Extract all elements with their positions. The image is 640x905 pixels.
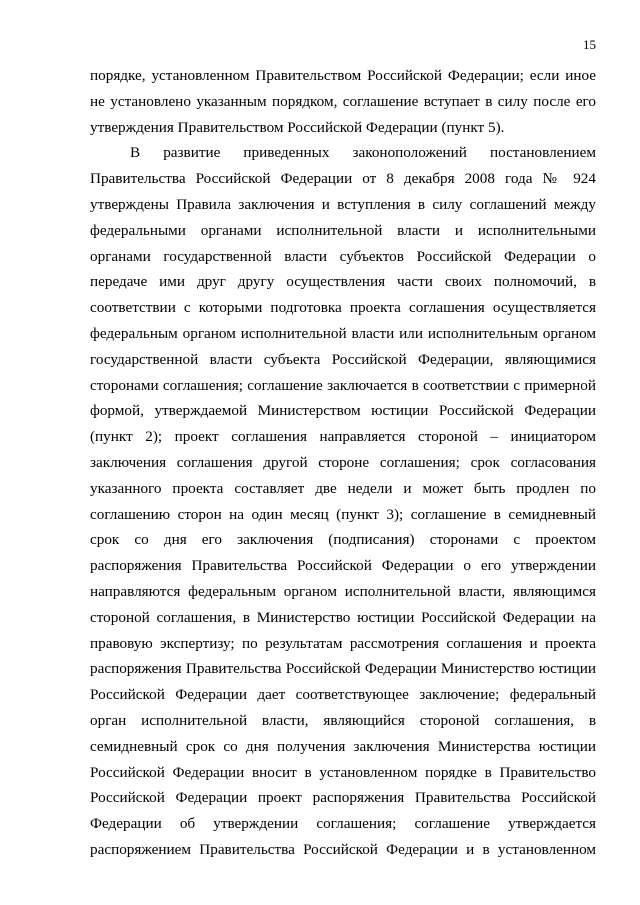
page-number: 15 (583, 37, 596, 52)
text-line: не установлено указанным порядком, соглашение вступает в силу после его (90, 92, 596, 110)
text-line: соответствии с которыми подготовка проекта соглашения осуществляется (90, 299, 596, 317)
text-line: срок со дня его заключения (подписания) сторонами с проектом (90, 531, 596, 549)
text-line: орган исполнительной власти, являющийся стороной соглашения, в (90, 711, 596, 729)
text-line: Правительства Российской Федерации от 8 декабря 2008 года № 924 (90, 170, 596, 188)
text-line: порядке, установленном Правительством Российской Федерации; если иное (90, 67, 596, 84)
paragraph (90, 140, 596, 862)
text-line: государственной власти субъекта Российской Федерации, являющимися (90, 350, 596, 368)
text-line: В развитие приведенных законоположений постановлением (130, 144, 596, 162)
text-line: Федерации об утверждении соглашения; соглашение утверждается (90, 815, 596, 833)
text-line: указанного проекта составляет две недели и может быть продлен по (90, 479, 596, 497)
text-line: передаче ими друг другу осуществления части своих полномочий, в (90, 273, 596, 291)
body-text (90, 63, 596, 863)
text-line: стороной соглашения, в Министерство юстиции Российской Федерации на (90, 608, 596, 626)
text-line: Российской Федерации проект распоряжения Правительства Российской (90, 789, 596, 807)
text-line: утверждения Правительством Российской Федерации (пункт 5). (90, 118, 505, 136)
text-line: распоряжением Правительства Российской Федерации и в установленном (90, 840, 596, 858)
text-line: федеральными органами исполнительной власти и исполнительными (90, 221, 596, 239)
text-line: правовую экспертизу; по результатам рассмотрения соглашения и проекта (90, 634, 596, 652)
text-line: утверждены Правила заключения и вступления в силу соглашений между (90, 195, 596, 213)
text-line: формой, утверждаемой Министерством юстиции Российской Федерации (90, 402, 596, 420)
text-line: соглашению сторон на один месяц (пункт 3); соглашение в семидневный (90, 505, 596, 523)
text-line: Российской Федерации дает соответствующее заключение; федеральный (90, 686, 596, 704)
text-line: федеральным органом исполнительной власти или исполнительным органом (90, 324, 596, 342)
text-line: заключения соглашения другой стороне соглашения; срок согласования (90, 453, 596, 471)
text-line: распоряжения Правительства Российской Федерации Министерство юстиции (90, 660, 596, 678)
text-line: направляются федеральным органом исполнительной власти, являющимся (90, 582, 596, 600)
paragraph (90, 63, 596, 140)
text-line: семидневный срок со дня получения заключения Министерства юстиции (90, 737, 596, 755)
text-line: распоряжения Правительства Российской Федерации о его утверждении (90, 557, 596, 575)
text-line: Российской Федерации вносит в установленном порядке в Правительство (90, 763, 596, 781)
text-line: органами государственной власти субъектов Российской Федерации о (90, 247, 596, 265)
text-line: (пункт 2); проект соглашения направляется стороной – инициатором (90, 428, 596, 446)
text-line: сторонами соглашения; соглашение заключается в соответствии с примерной (90, 376, 596, 394)
